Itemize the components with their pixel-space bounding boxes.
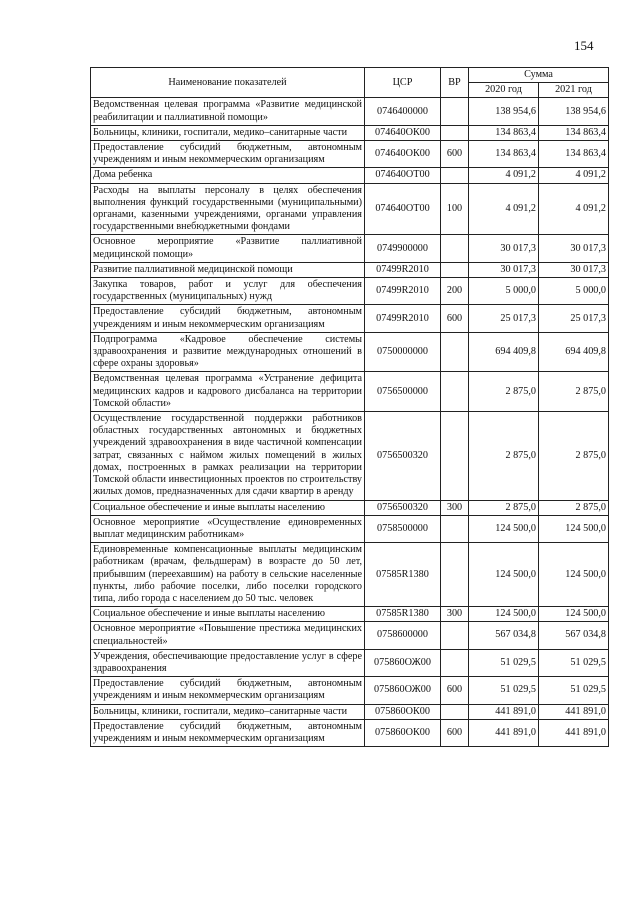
table-row — [91, 649, 609, 676]
row-sum-2020-cell: 124 500,0 — [469, 515, 539, 542]
table-row — [91, 677, 609, 704]
row-vr-cell — [441, 704, 469, 719]
row-name-cell: Больницы, клиники, госпитали, медико–санитарные части — [91, 125, 365, 140]
row-sum-2020-cell: 441 891,0 — [469, 704, 539, 719]
row-name-cell: Социальное обеспечение и иные выплаты населению — [91, 607, 365, 622]
row-sum-2021-cell: 134 863,4 — [539, 141, 609, 168]
row-sum-2021-cell: 30 017,3 — [539, 262, 609, 277]
row-name-cell: Закупка товаров, работ и услуг для обеспечения государственных (муниципальных) нужд — [91, 278, 365, 305]
row-csr-cell: 074640ОК00 — [365, 141, 441, 168]
header-vr: ВР — [441, 68, 469, 98]
row-csr-cell: 0756500320 — [365, 412, 441, 500]
row-sum-2020-cell: 2 875,0 — [469, 372, 539, 412]
row-sum-2020-cell: 134 863,4 — [469, 125, 539, 140]
table-body — [91, 98, 609, 747]
row-sum-2021-cell: 124 500,0 — [539, 515, 609, 542]
row-csr-cell: 074640ОТ00 — [365, 183, 441, 235]
row-sum-2021-cell: 4 091,2 — [539, 168, 609, 183]
table-row — [91, 183, 609, 235]
row-name-cell: Дома ребенка — [91, 168, 365, 183]
row-sum-2021-cell: 134 863,4 — [539, 125, 609, 140]
row-name-cell: Предоставление субсидий бюджетным, автономным учреждениям и иным некоммерческим организациям — [91, 719, 365, 746]
row-vr-cell: 600 — [441, 677, 469, 704]
row-sum-2021-cell: 4 091,2 — [539, 183, 609, 235]
table-row — [91, 141, 609, 168]
table-row — [91, 622, 609, 649]
row-vr-cell: 300 — [441, 500, 469, 515]
row-sum-2020-cell: 5 000,0 — [469, 278, 539, 305]
row-sum-2020-cell: 441 891,0 — [469, 719, 539, 746]
row-name-cell: Предоставление субсидий бюджетным, автономным учреждениям и иным некоммерческим организациям — [91, 677, 365, 704]
row-vr-cell — [441, 332, 469, 372]
row-name-cell: Ведомственная целевая программа «Устранение дефицита медицинских кадров и кадрового дисбаланса на территории Томской области» — [91, 372, 365, 412]
header-sum: Сумма — [469, 68, 609, 83]
row-vr-cell — [441, 372, 469, 412]
row-vr-cell — [441, 649, 469, 676]
header-name: Наименование показателей — [91, 68, 365, 98]
row-vr-cell — [441, 235, 469, 262]
table-row — [91, 719, 609, 746]
page-number: 154 — [574, 38, 594, 53]
table-header — [91, 68, 609, 98]
table-row — [91, 278, 609, 305]
row-name-cell: Предоставление субсидий бюджетным, автономным учреждениям и иным некоммерческим организациям — [91, 141, 365, 168]
row-name-cell: Развитие паллиативной медицинской помощи — [91, 262, 365, 277]
row-sum-2020-cell: 30 017,3 — [469, 235, 539, 262]
row-sum-2021-cell: 2 875,0 — [539, 412, 609, 500]
row-csr-cell: 0756500000 — [365, 372, 441, 412]
table-row — [91, 305, 609, 332]
header-year-2020: 2020 год — [469, 83, 539, 98]
row-sum-2020-cell: 567 034,8 — [469, 622, 539, 649]
table-row — [91, 704, 609, 719]
table-row — [91, 543, 609, 607]
row-sum-2020-cell: 4 091,2 — [469, 168, 539, 183]
row-vr-cell: 200 — [441, 278, 469, 305]
row-vr-cell: 600 — [441, 719, 469, 746]
row-vr-cell — [441, 515, 469, 542]
row-csr-cell: 0749900000 — [365, 235, 441, 262]
row-name-cell: Предоставление субсидий бюджетным, автономным учреждениям и иным некоммерческим организациям — [91, 305, 365, 332]
row-sum-2021-cell: 30 017,3 — [539, 235, 609, 262]
row-csr-cell: 0746400000 — [365, 98, 441, 125]
row-csr-cell: 07585R1380 — [365, 607, 441, 622]
row-sum-2021-cell: 2 875,0 — [539, 500, 609, 515]
table-row — [91, 412, 609, 500]
row-csr-cell: 075860ОК00 — [365, 719, 441, 746]
row-vr-cell — [441, 98, 469, 125]
row-sum-2021-cell: 51 029,5 — [539, 677, 609, 704]
header-csr: ЦСР — [365, 68, 441, 98]
row-sum-2020-cell: 134 863,4 — [469, 141, 539, 168]
row-sum-2020-cell: 4 091,2 — [469, 183, 539, 235]
row-name-cell: Основное мероприятие «Развитие паллиативной медицинской помощи» — [91, 235, 365, 262]
row-name-cell: Социальное обеспечение и иные выплаты населению — [91, 500, 365, 515]
row-vr-cell — [441, 125, 469, 140]
row-sum-2021-cell: 25 017,3 — [539, 305, 609, 332]
table-row — [91, 98, 609, 125]
row-csr-cell: 07499R2010 — [365, 262, 441, 277]
row-vr-cell — [441, 168, 469, 183]
row-sum-2020-cell: 51 029,5 — [469, 649, 539, 676]
row-sum-2021-cell: 441 891,0 — [539, 719, 609, 746]
row-name-cell: Ведомственная целевая программа «Развитие медицинской реабилитации и паллиативной помощи» — [91, 98, 365, 125]
row-sum-2020-cell: 30 017,3 — [469, 262, 539, 277]
row-sum-2021-cell: 567 034,8 — [539, 622, 609, 649]
row-sum-2021-cell: 124 500,0 — [539, 607, 609, 622]
row-vr-cell: 100 — [441, 183, 469, 235]
row-vr-cell — [441, 262, 469, 277]
row-csr-cell: 0758500000 — [365, 515, 441, 542]
row-vr-cell: 600 — [441, 141, 469, 168]
row-sum-2021-cell: 51 029,5 — [539, 649, 609, 676]
row-csr-cell: 075860ОЖ00 — [365, 649, 441, 676]
row-sum-2020-cell: 124 500,0 — [469, 607, 539, 622]
row-name-cell: Осуществление государственной поддержки работников областных государственных автономных и бюджетных учреждений здравоохранения в виде частичной компенсации затрат, связанных с наймом жилых помещений в жилых домах, построенных в рамках реализации на территории Томской области инвестиционных проектов по строительству жилых домов, предназначенных для сдачи квартир в аренду — [91, 412, 365, 500]
row-csr-cell: 07585R1380 — [365, 543, 441, 607]
row-vr-cell: 300 — [441, 607, 469, 622]
row-vr-cell — [441, 543, 469, 607]
header-year-2021: 2021 год — [539, 83, 609, 98]
row-sum-2021-cell: 441 891,0 — [539, 704, 609, 719]
row-vr-cell: 600 — [441, 305, 469, 332]
row-name-cell: Основное мероприятие «Повышение престижа медицинских специальностей» — [91, 622, 365, 649]
row-csr-cell: 07499R2010 — [365, 278, 441, 305]
table-row — [91, 125, 609, 140]
row-sum-2020-cell: 2 875,0 — [469, 500, 539, 515]
row-sum-2020-cell: 2 875,0 — [469, 412, 539, 500]
row-sum-2020-cell: 138 954,6 — [469, 98, 539, 125]
row-csr-cell: 0750000000 — [365, 332, 441, 372]
row-name-cell: Единовременные компенсационные выплаты медицинским работникам (врачам, фельдшерам) в возрасте до 50 лет, прибывшим (переехавшим) на работу в сельские населенные пункты, либо рабочие поселки, либо поселки городского типа, либо города с населением до 50 тыс. человек — [91, 543, 365, 607]
row-sum-2020-cell: 694 409,8 — [469, 332, 539, 372]
row-name-cell: Подпрограмма «Кадровое обеспечение системы здравоохранения и развитие международных отношений в сфере охраны здоровья» — [91, 332, 365, 372]
row-sum-2020-cell: 25 017,3 — [469, 305, 539, 332]
row-csr-cell: 0758600000 — [365, 622, 441, 649]
row-vr-cell — [441, 622, 469, 649]
row-sum-2021-cell: 138 954,6 — [539, 98, 609, 125]
table-row — [91, 372, 609, 412]
table-row — [91, 332, 609, 372]
row-csr-cell: 07499R2010 — [365, 305, 441, 332]
row-csr-cell: 075860ОК00 — [365, 704, 441, 719]
row-name-cell: Учреждения, обеспечивающие предоставление услуг в сфере здравоохранения — [91, 649, 365, 676]
budget-table — [90, 67, 609, 747]
row-vr-cell — [441, 412, 469, 500]
row-sum-2021-cell: 124 500,0 — [539, 543, 609, 607]
row-sum-2020-cell: 51 029,5 — [469, 677, 539, 704]
row-sum-2021-cell: 5 000,0 — [539, 278, 609, 305]
row-csr-cell: 074640ОТ00 — [365, 168, 441, 183]
row-csr-cell: 0756500320 — [365, 500, 441, 515]
row-csr-cell: 075860ОЖ00 — [365, 677, 441, 704]
table-row — [91, 607, 609, 622]
table-row — [91, 515, 609, 542]
row-sum-2020-cell: 124 500,0 — [469, 543, 539, 607]
row-sum-2021-cell: 694 409,8 — [539, 332, 609, 372]
table-row — [91, 235, 609, 262]
table-row — [91, 262, 609, 277]
row-csr-cell: 074640ОК00 — [365, 125, 441, 140]
table-row — [91, 500, 609, 515]
row-name-cell: Больницы, клиники, госпитали, медико–санитарные части — [91, 704, 365, 719]
row-name-cell: Расходы на выплаты персоналу в целях обеспечения выполнения функций государственными (муниципальными) органами, казенными учреждениями, органами управления государственными внебюджетными фондами — [91, 183, 365, 235]
table-row — [91, 168, 609, 183]
row-name-cell: Основное мероприятие «Осуществление единовременных выплат медицинским работникам» — [91, 515, 365, 542]
row-sum-2021-cell: 2 875,0 — [539, 372, 609, 412]
